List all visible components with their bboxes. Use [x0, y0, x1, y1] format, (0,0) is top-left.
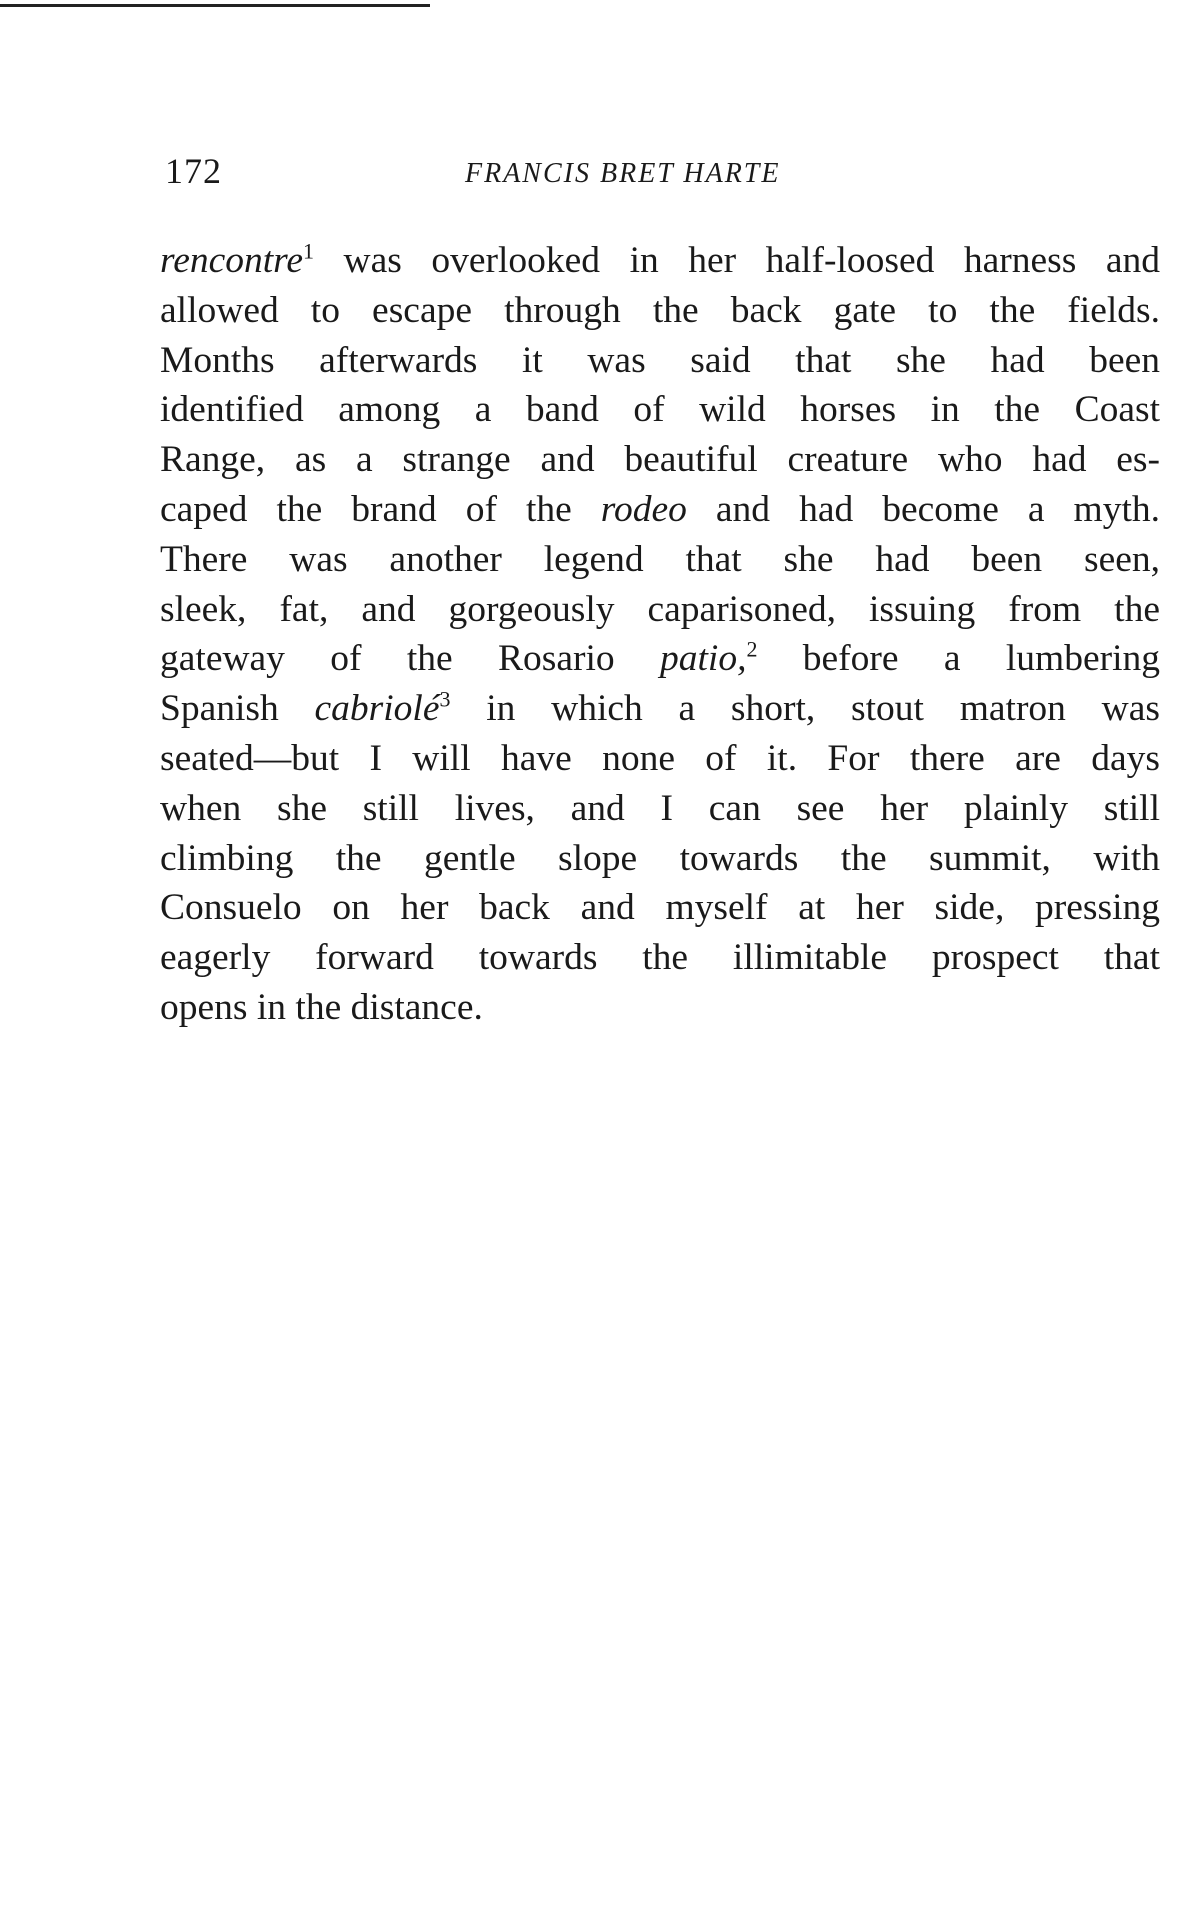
text-line: Spanish cabriolé$^3$ in which a short, stout matron was: [160, 686, 1160, 730]
text-line: Consuelo on her back and myself at her side, pressing: [160, 887, 1160, 929]
text-line: sleek, fat, and gorgeously caparisoned, issuing from the: [160, 588, 1160, 630]
page-header: [165, 150, 1165, 210]
footnote-marker: 2: [746, 636, 758, 662]
footnote-marker: 3: [439, 686, 451, 712]
text-line: climbing the gentle slope towards the summit, with: [160, 837, 1160, 879]
text-line: Months afterwards it was said that she had been: [160, 339, 1160, 381]
italic-word: patio,: [659, 638, 747, 680]
running-title: FRANCIS BRET HARTE: [465, 158, 781, 189]
italic-word: rencontre: [160, 240, 304, 281]
text-line: opens in the distance.: [160, 986, 483, 1028]
text-line: seated—but I will have none of it. For there are days: [160, 737, 1160, 779]
text-line: when she still lives, and I can see her plainly still: [160, 787, 1160, 829]
text-line: There was another legend that she had been seen,: [160, 538, 1160, 580]
page-number: 172: [165, 151, 222, 191]
text-line: allowed to escape through the back gate to the fields.: [160, 289, 1160, 331]
footnote-marker: 1: [303, 238, 315, 264]
body-paragraph: [160, 236, 1160, 1033]
top-edge-rule: [0, 4, 430, 7]
text-line: eagerly forward towards the illimitable prospect that: [160, 937, 1160, 979]
text-line: identified among a band of wild horses in the Coast: [160, 389, 1160, 431]
italic-word: rodeo: [600, 488, 687, 530]
italic-word: cabriolé: [314, 688, 440, 730]
text-line: Range, as a strange and beautiful creature who had es-: [160, 439, 1160, 481]
text-line: caped the brand of the rodeo and had become a myth.: [160, 488, 1160, 530]
text-line: rencontre$^1$ was overlooked in her half-loosed harness and: [160, 238, 1160, 281]
text-line: gateway of the Rosario patio,$^2$ before a lumbering: [160, 636, 1161, 680]
